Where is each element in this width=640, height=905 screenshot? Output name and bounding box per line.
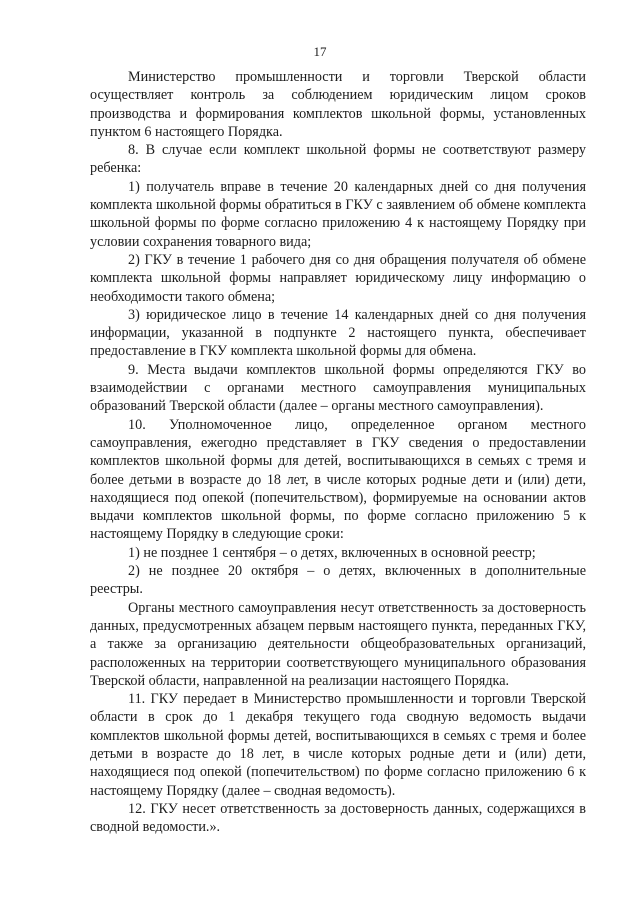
paragraph-item-12: 12. ГКУ несет ответственность за достоверность данных, содержащихся в сводной ведомости.». (90, 800, 586, 836)
paragraph-item-8-sub-1: 1) получатель вправе в течение 20 календарных дней со дня получения комплекта школьной формы обратиться в ГКУ с заявлением об обмене комплекта школьной формы по форме согласно приложению 4 к настоящему Порядку при условии сохранения товарного вида; (90, 178, 586, 250)
paragraph-ministry-control: Министерство промышленности и торговли Тверской области осуществляет контроль за соблюдением юридическим лицом сроков производства и формирования комплектов школьной формы, установленных пунктом 6 настоящего Порядка. (90, 69, 586, 140)
page-number: 17 (313, 44, 327, 59)
paragraph-local-authorities-responsibility: Органы местного самоуправления несут ответственность за достоверность данных, предусмотренных абзацем первым настоящего пункта, переданных ГКУ, а также за организацию деятельности общеобразовательных организаций, расположенных на территории соответствующего муниципального образования Тверской области, направленной на реализации настоящего Порядка. (90, 599, 586, 689)
paragraph-item-11: 11. ГКУ передает в Министерство промышленности и торговли Тверской области в срок до 1 декабря текущего года сводную ведомость выдачи комплектов школьной формы детей, воспитывающихся в семьях с тремя и более детьми в возрасте до 18 лет, в числе которых родные дети и (или) дети, находящиеся под опекой (попечительством) по форме согласно приложению 6 к настоящему Порядку (далее – сводная ведомость). (90, 691, 586, 799)
paragraph-item-10: 10. Уполномоченное лицо, определенное органом местного самоуправления, ежегодно представляет в ГКУ сведения о предоставлении комплектов школьной формы для детей, воспитывающихся в семьях с тремя и более детьми в возрасте до 18 лет, в числе которых родные дети и (или) дети, находящиеся под опекой (попечительством), формируемые на основании актов выдачи комплектов школьной формы, по форме согласно приложению 5 к настоящему Порядку в следующие сроки: (90, 416, 586, 543)
paragraph-item-10-deadline-2: 2) не позднее 20 октября – о детях, включенных в дополнительные реестры. (90, 563, 586, 598)
paragraph-item-10-deadline-1: 1) не позднее 1 сентября – о детях, включенных в основной реестр; (128, 544, 536, 561)
paragraph-item-8: 8. В случае если комплект школьной формы не соответствуют размеру ребенка: (90, 142, 586, 177)
document-body (90, 68, 586, 836)
paragraph-item-8-sub-2: 2) ГКУ в течение 1 рабочего дня со дня обращения получателя об обмене комплекта школьной формы направляет юридическому лицу информацию о необходимости такого обмена; (90, 251, 586, 305)
paragraph-item-9: 9. Места выдачи комплектов школьной формы определяются ГКУ во взаимодействии с органами местного самоуправления муниципальных образований Тверской области (далее – органы местного самоуправления). (90, 361, 586, 415)
paragraph-item-8-sub-3: 3) юридическое лицо в течение 14 календарных дней со дня получения информации, указанной в подпункте 2 настоящего пункта, обеспечивает предоставление в ГКУ комплекта школьной формы для обмена. (90, 306, 586, 360)
